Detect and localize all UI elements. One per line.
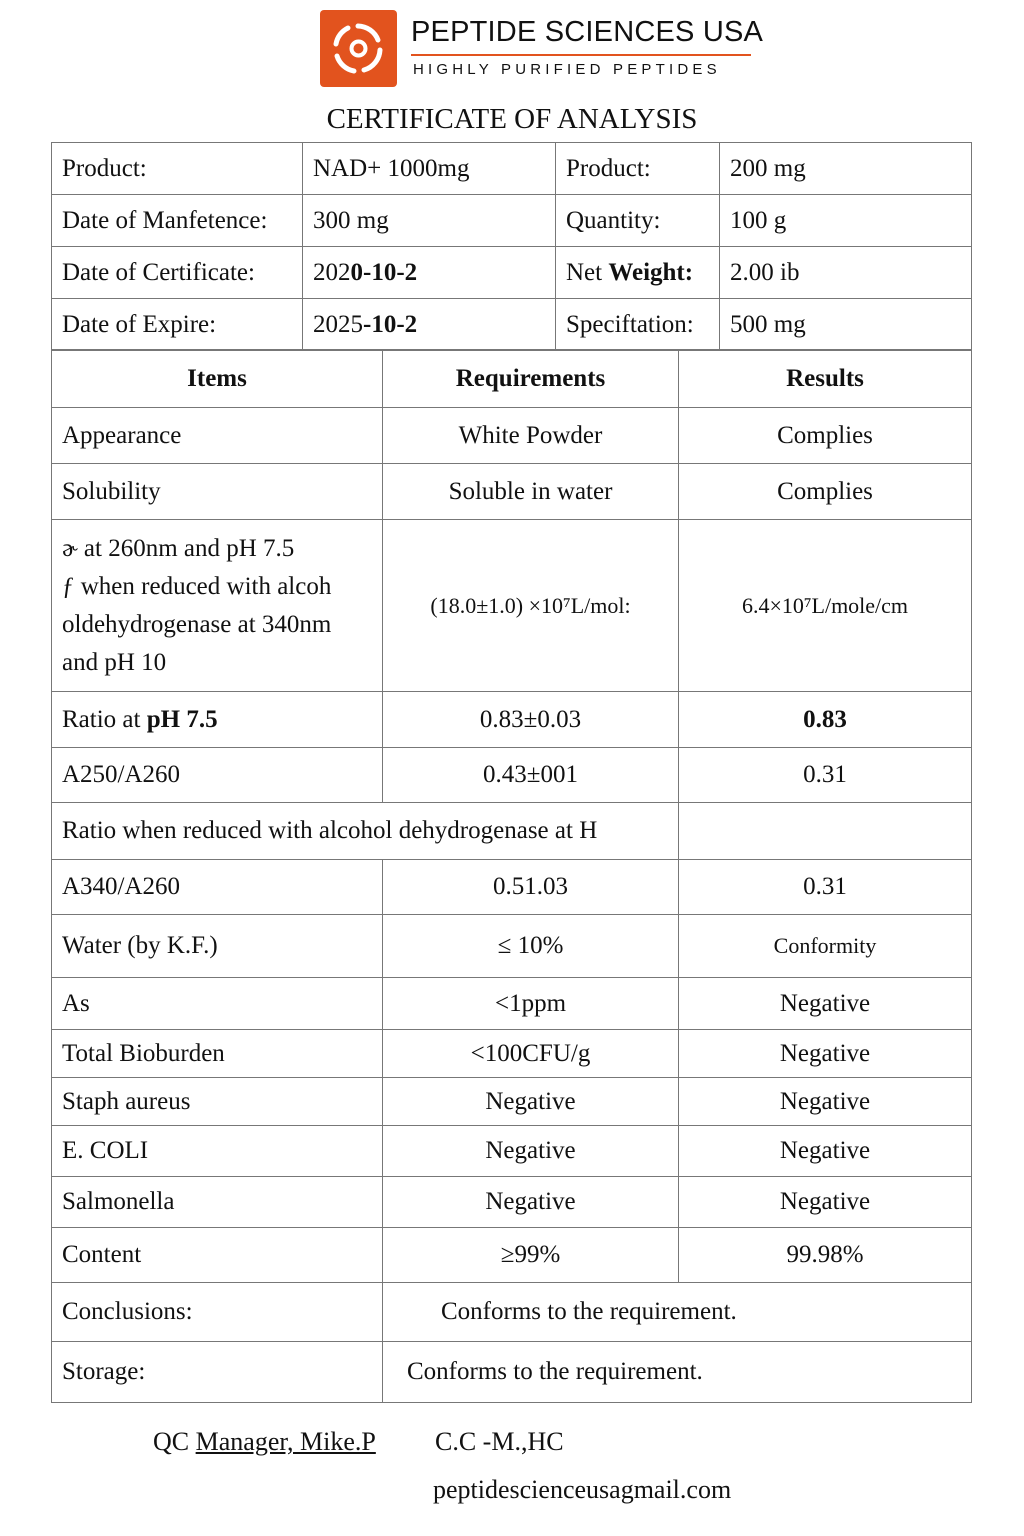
item-cell: A340/A260 [52,860,383,915]
result-cell: Complies [679,464,972,520]
requirement-cell: (18.0±1.0) ×10⁷L/mol: [383,520,679,692]
info-label [556,247,720,299]
item-cell: As [52,978,383,1030]
item-cell: Staph aureus [52,1078,383,1126]
requirement-cell: 0.43±001 [383,748,679,803]
item-cell: Appearance [52,408,383,464]
qc-signature [153,1427,376,1457]
result-cell: Negative [679,1177,972,1228]
value-part-bold: 0-10-2 [350,258,418,286]
result-cell: Negative [679,1030,972,1078]
item-cell: A250/A260 [52,748,383,803]
item-line: oldehydrogenase at 340nm [62,610,332,638]
label-part-bold: Weight: [608,258,694,286]
qc-manager-name: Manager, Mike.P [195,1427,376,1456]
item-cell: E. COLI [52,1126,383,1177]
table-row [52,1177,972,1228]
info-label: Date of Manfetence: [52,195,303,247]
document-title: CERTIFICATE OF ANALYSIS [326,103,698,135]
item-cell-multiline [52,520,383,692]
table-row [52,408,972,464]
info-row [52,195,972,247]
conclusions-value: Conforms to the requirement. [383,1283,972,1342]
table-row [52,915,972,978]
table-row [52,978,972,1030]
info-label: Date of Certificate: [52,247,303,299]
item-cell: Salmonella [52,1177,383,1228]
table-row [52,803,972,860]
result-cell: Negative [679,1078,972,1126]
brand-divider [411,54,751,56]
storage-label: Storage: [52,1342,383,1403]
info-value: 2.00 ib [720,247,972,299]
result-cell: Negative [679,978,972,1030]
item-cell: Content [52,1228,383,1283]
conclusions-label: Conclusions: [52,1283,383,1342]
item-part-bold: pH 7.5 [146,705,218,733]
swirl-logo-icon [320,10,397,87]
table-row [52,860,972,915]
result-cell: 6.4×10⁷L/mole/cm [679,520,972,692]
item-line: ƒ when reduced with alcoh [62,572,332,600]
header-results: Results [679,350,972,408]
value-part: 2025 [313,310,363,338]
info-label: Speciftation: [556,299,720,351]
header-requirements: Requirements [383,350,679,408]
info-value: NAD+ 1000mg [303,143,556,195]
result-cell: 0.31 [679,860,972,915]
result-cell: 99.98% [679,1228,972,1283]
info-row [52,299,972,351]
info-value: 500 mg [720,299,972,351]
storage-row [52,1342,972,1403]
brand-name: PEPTIDE SCIENCES USA [411,16,764,48]
table-row [52,520,972,692]
info-value [303,299,556,351]
item-cell-span: Ratio when reduced with alcohol dehydrogenase at H [52,803,679,860]
item-cell [52,692,383,748]
info-value: 300 mg [303,195,556,247]
result-cell: Conformity [679,915,972,978]
result-cell-empty [679,803,972,860]
info-value: 200 mg [720,143,972,195]
result-cell: Complies [679,408,972,464]
requirement-cell: Negative [383,1177,679,1228]
info-value: 100 g [720,195,972,247]
result-cell: 0.83 [679,692,972,748]
result-cell: Negative [679,1126,972,1177]
requirement-cell: Negative [383,1126,679,1177]
item-cell: Total Bioburden [52,1030,383,1078]
table-row [52,1078,972,1126]
requirement-cell: 0.83±0.03 [383,692,679,748]
info-label: Date of Expire: [52,299,303,351]
item-line: and pH 10 [62,648,167,676]
table-row [52,1228,972,1283]
table-row [52,748,972,803]
requirement-cell: ≥99% [383,1228,679,1283]
product-info-table [51,142,972,351]
test-results-table [51,349,972,1403]
logo-badge [320,10,397,87]
qc-prefix: QC [153,1427,196,1456]
item-part: Ratio at [62,705,147,733]
info-label: Product: [52,143,303,195]
brand-tagline: HIGHLY PURIFIED PEPTIDES [413,61,721,78]
table-row [52,1126,972,1177]
info-value [303,247,556,299]
storage-value: Conforms to the requirement. [383,1342,972,1403]
table-row [52,1030,972,1078]
table-row [52,692,972,748]
value-part-bold: -10-2 [363,310,418,338]
table-row [52,464,972,520]
label-part: Net [566,258,609,286]
requirement-cell: <1ppm [383,978,679,1030]
item-cell: Water (by K.F.) [52,915,383,978]
requirement-cell: 0.51.03 [383,860,679,915]
requirement-cell: ≤ 10% [383,915,679,978]
info-row [52,143,972,195]
requirement-cell: Soluble in water [383,464,679,520]
item-line: ɚ at 260nm and pH 7.5 [62,534,295,562]
info-label: Product: [556,143,720,195]
requirement-cell: <100CFU/g [383,1030,679,1078]
table-header [52,350,972,408]
value-part: 202 [313,258,351,286]
contact-email: peptidescienceusagmail.com [433,1475,732,1504]
info-row [52,247,972,299]
requirement-cell: White Powder [383,408,679,464]
cc-line: C.C -M.,HC [435,1427,564,1456]
result-cell: 0.31 [679,748,972,803]
header-items: Items [52,350,383,408]
info-label: Quantity: [556,195,720,247]
item-cell: Solubility [52,464,383,520]
requirement-cell: Negative [383,1078,679,1126]
conclusions-row [52,1283,972,1342]
